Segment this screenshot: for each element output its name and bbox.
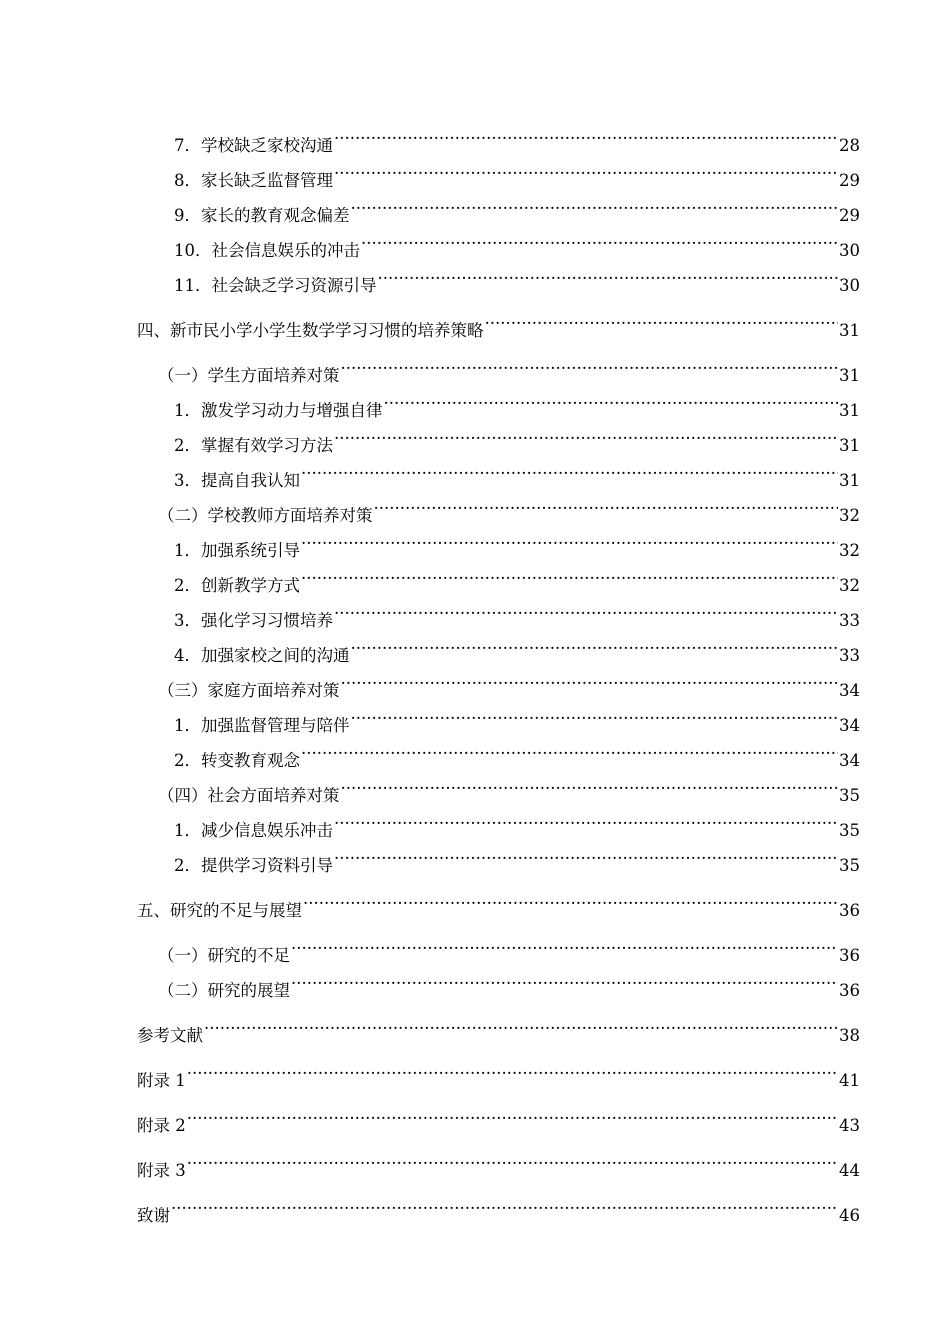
toc-entry-page-number: 36 (839, 901, 860, 920)
toc-entry-title: 2．转变教育观念 (174, 751, 300, 770)
dot-leader (171, 1186, 838, 1221)
toc-entry[interactable] (137, 881, 860, 920)
toc-entry-title: 2．提供学习资料引导 (174, 856, 333, 875)
dot-leader (291, 926, 838, 961)
toc-entry-title: 8．家长缺乏监督管理 (174, 171, 333, 190)
toc-entry-page-number: 38 (839, 1026, 860, 1045)
dot-leader (374, 486, 839, 521)
dot-leader (378, 256, 839, 291)
toc-entry-page-number: 41 (839, 1071, 860, 1090)
toc-entry-title: 1．加强系统引导 (174, 541, 300, 560)
toc-entry[interactable] (137, 926, 860, 965)
toc-entry-page-number: 32 (839, 541, 860, 560)
toc-entry-page-number: 35 (839, 786, 860, 805)
toc-entry-title: （一）研究的不足 (158, 946, 290, 965)
dot-leader (301, 556, 838, 591)
toc-entry-page-number: 34 (839, 716, 860, 735)
toc-entry-title: 附录 1 (137, 1071, 186, 1090)
toc-entry[interactable] (137, 116, 860, 155)
dot-leader (351, 696, 839, 731)
dot-leader (291, 961, 838, 996)
toc-entry[interactable] (137, 1051, 860, 1090)
toc-entry-title: 附录 3 (137, 1161, 186, 1180)
toc-entry[interactable] (137, 1141, 860, 1180)
dot-leader (351, 186, 839, 221)
dot-leader (204, 1006, 838, 1041)
dot-leader (361, 221, 838, 256)
toc-entry-title: 五、研究的不足与展望 (137, 901, 302, 920)
toc-entry-page-number: 33 (839, 646, 860, 665)
toc-entry-page-number: 33 (839, 611, 860, 630)
dot-leader (485, 301, 839, 336)
dot-leader (384, 381, 839, 416)
toc-entry-title: 2．创新教学方式 (174, 576, 300, 595)
dot-leader (187, 1051, 838, 1086)
toc-entry-title: （一）学生方面培养对策 (158, 366, 340, 385)
dot-leader (301, 451, 838, 486)
toc-entry-page-number: 30 (839, 241, 860, 260)
dot-leader (187, 1096, 838, 1131)
toc-entry-page-number: 32 (839, 576, 860, 595)
dot-leader (341, 661, 839, 696)
toc-entry[interactable] (137, 1186, 860, 1225)
dot-leader (334, 836, 838, 871)
toc-entry-page-number: 43 (839, 1116, 860, 1135)
toc-entry-title: 附录 2 (137, 1116, 186, 1135)
toc-entry-page-number: 35 (839, 856, 860, 875)
toc-entry-title: （三）家庭方面培养对策 (158, 681, 340, 700)
toc-entry-page-number: 30 (839, 276, 860, 295)
toc-entry-title: （二）学校教师方面培养对策 (158, 506, 373, 525)
toc-entry-page-number: 31 (839, 401, 860, 420)
toc-entry-title: 4．加强家校之间的沟通 (174, 646, 350, 665)
toc-entry[interactable] (137, 346, 860, 385)
toc-entry-page-number: 29 (839, 171, 860, 190)
toc-entry-title: 9．家长的教育观念偏差 (174, 206, 350, 225)
toc-entry[interactable] (137, 301, 860, 340)
toc-entry-page-number: 31 (839, 366, 860, 385)
toc-entry-title: 1．激发学习动力与增强自律 (174, 401, 383, 420)
toc-entry-page-number: 31 (839, 471, 860, 490)
dot-leader (334, 151, 838, 186)
dot-leader (303, 881, 838, 916)
toc-entry-title: 11．社会缺乏学习资源引导 (174, 276, 377, 295)
toc-entry-page-number: 35 (839, 821, 860, 840)
toc-entry-page-number: 29 (839, 206, 860, 225)
toc-entry-title: 7．学校缺乏家校沟通 (174, 136, 333, 155)
toc-entry-title: （四）社会方面培养对策 (158, 786, 340, 805)
toc-entry-page-number: 31 (839, 321, 860, 340)
toc-entry-page-number: 44 (839, 1161, 860, 1180)
toc-entry-page-number: 36 (839, 981, 860, 1000)
toc-entry-title: 3．强化学习习惯培养 (174, 611, 333, 630)
toc-entry-title: 四、新市民小学小学生数学学习习惯的培养策略 (137, 321, 484, 340)
dot-leader (334, 116, 838, 151)
toc-entry-title: （二）研究的展望 (158, 981, 290, 1000)
toc-entry[interactable] (137, 1006, 860, 1045)
toc-entry-page-number: 46 (839, 1206, 860, 1225)
dot-leader (301, 731, 838, 766)
toc-entry-title: 10．社会信息娱乐的冲击 (174, 241, 360, 260)
dot-leader (334, 591, 838, 626)
dot-leader (341, 346, 839, 381)
toc-entry-page-number: 34 (839, 751, 860, 770)
toc-entry-title: 1．减少信息娱乐冲击 (174, 821, 333, 840)
table-of-contents (137, 116, 860, 1225)
dot-leader (334, 416, 838, 451)
toc-entry-page-number: 28 (839, 136, 860, 155)
toc-entry-title: 参考文献 (137, 1026, 203, 1045)
toc-entry-page-number: 31 (839, 436, 860, 455)
dot-leader (301, 521, 838, 556)
toc-entry-page-number: 34 (839, 681, 860, 700)
dot-leader (334, 801, 838, 836)
toc-entry-title: 致谢 (137, 1206, 170, 1225)
toc-entry-title: 3．提高自我认知 (174, 471, 300, 490)
toc-entry[interactable] (137, 1096, 860, 1135)
toc-entry-page-number: 32 (839, 506, 860, 525)
toc-entry-title: 2．掌握有效学习方法 (174, 436, 333, 455)
toc-entry-page-number: 36 (839, 946, 860, 965)
dot-leader (351, 626, 839, 661)
toc-entry-title: 1．加强监督管理与陪伴 (174, 716, 350, 735)
dot-leader (187, 1141, 838, 1176)
dot-leader (341, 766, 839, 801)
